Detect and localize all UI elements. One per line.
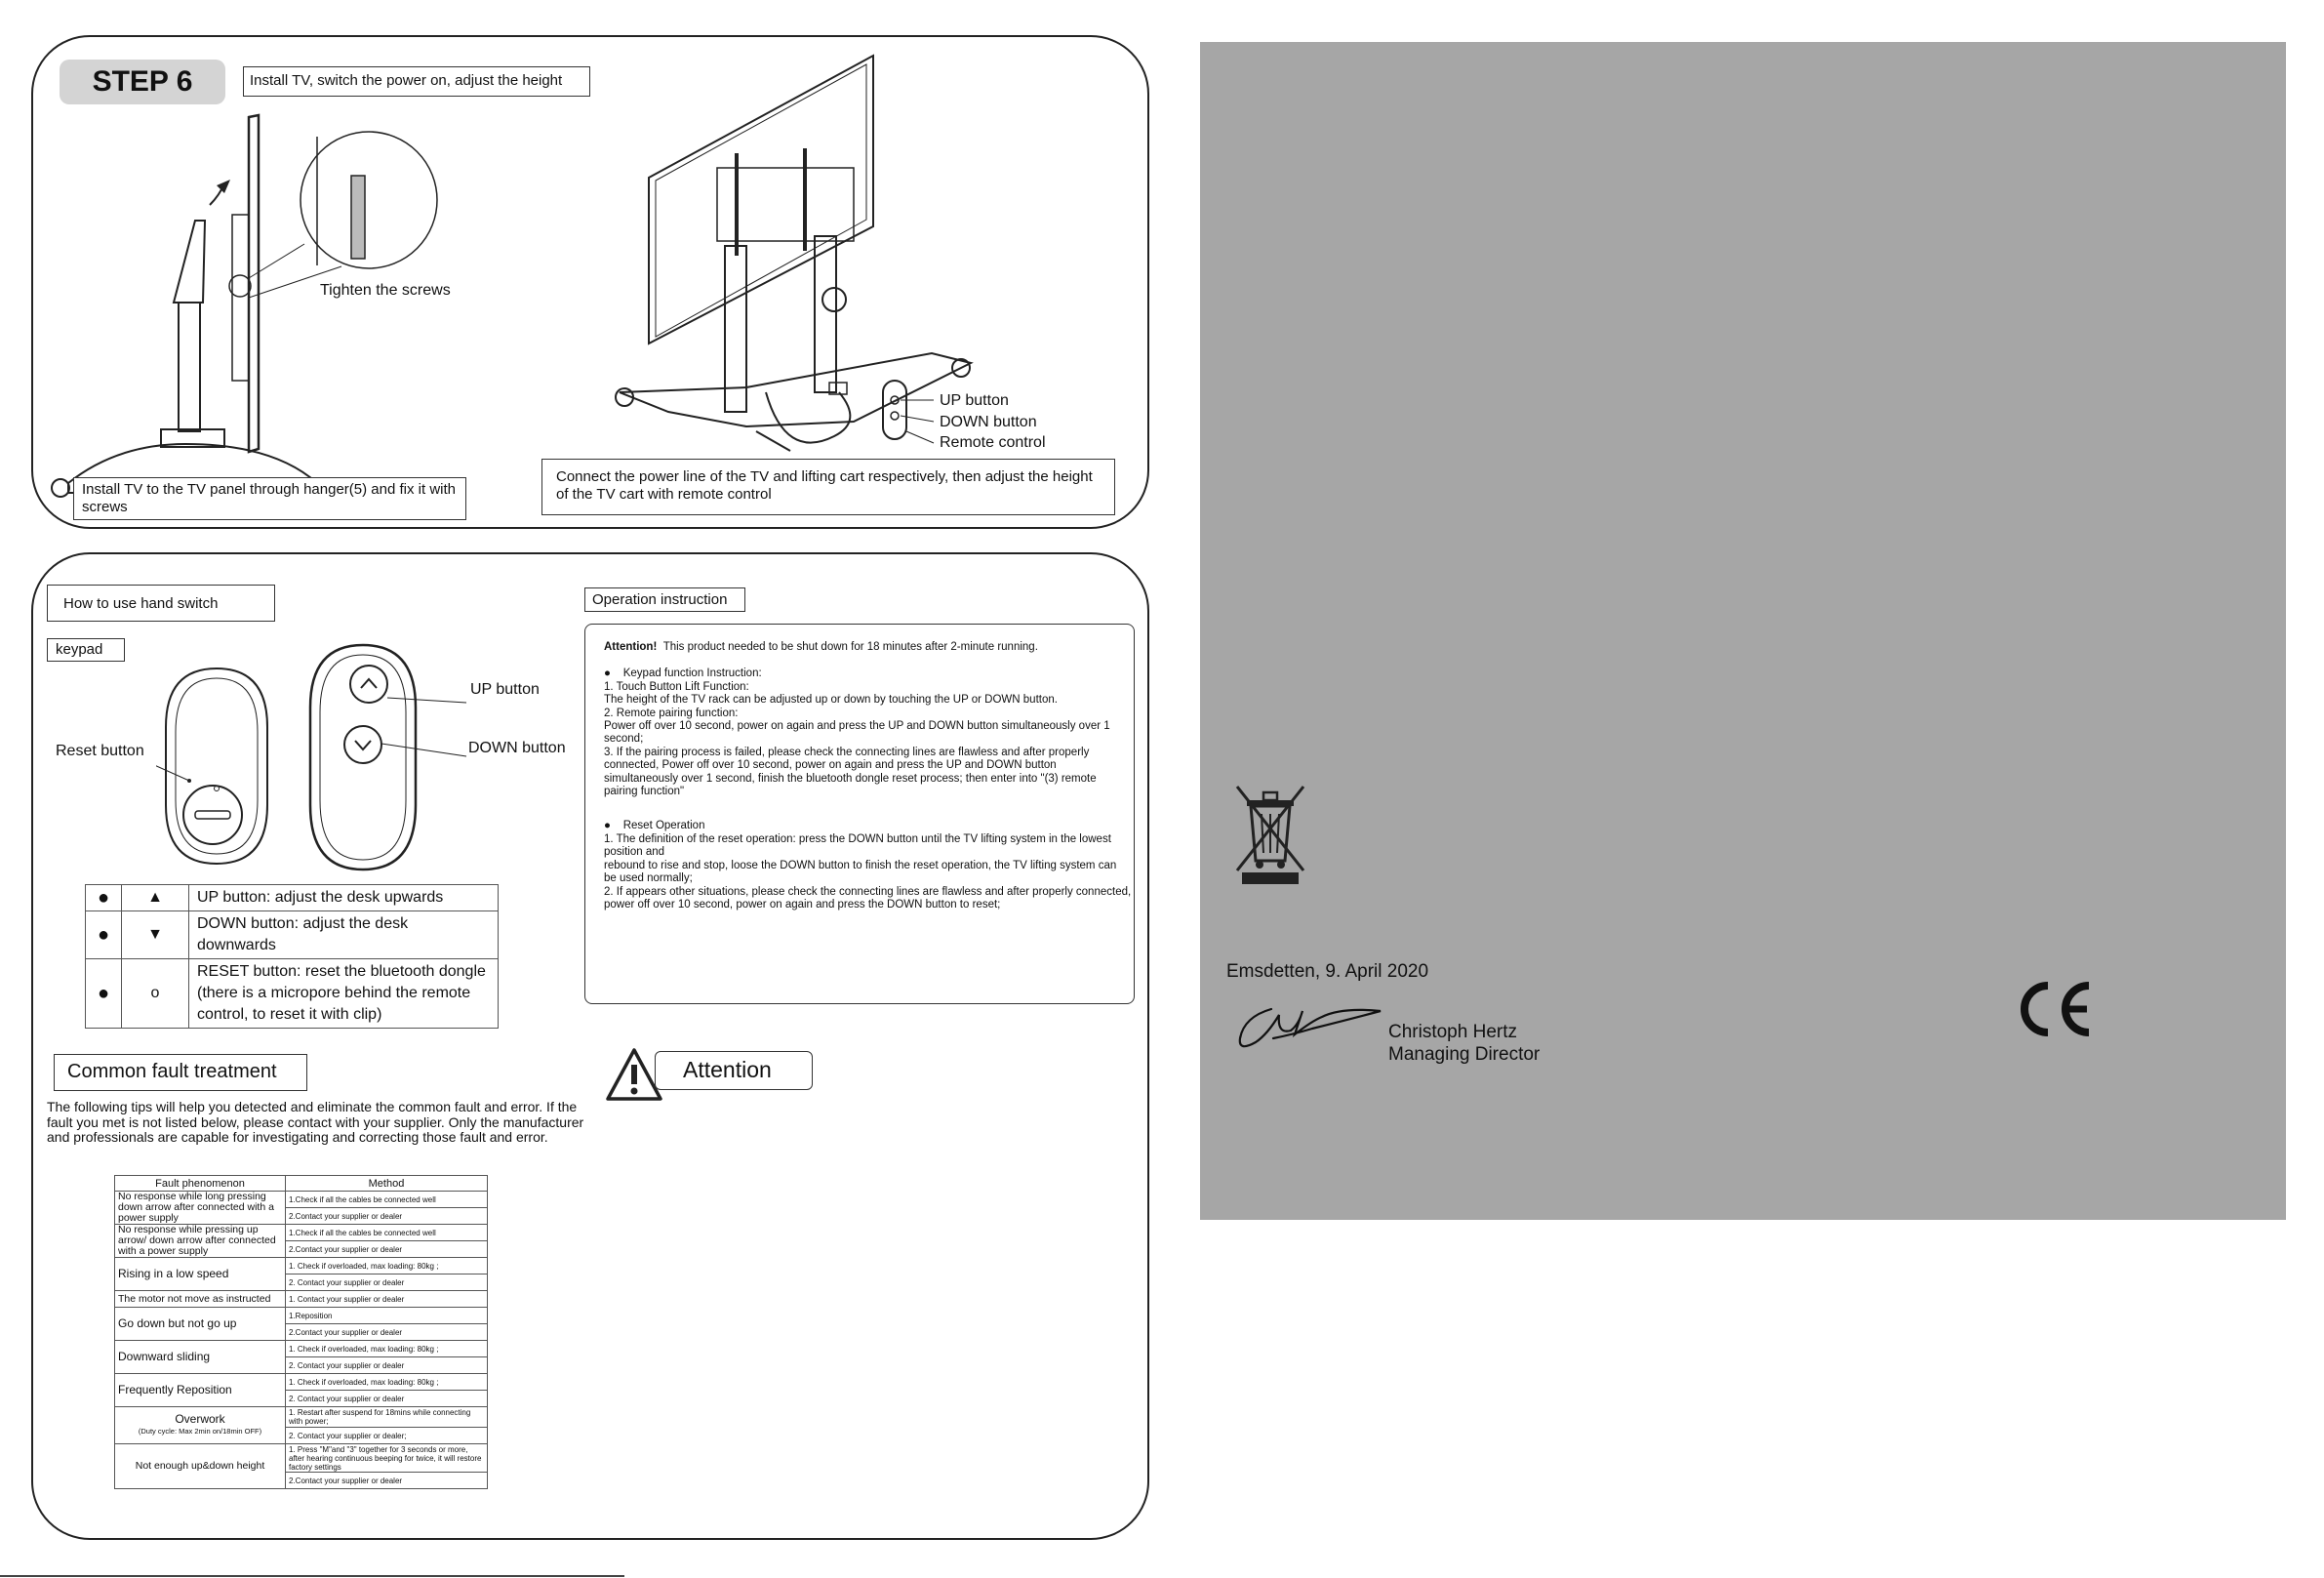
table-row: 2.Contact your supplier or dealer	[115, 1324, 488, 1341]
ce-mark-icon	[2013, 980, 2095, 1038]
attention-heading: Attention	[655, 1051, 813, 1090]
table-row: Overwork (Duty cycle: Max 2min on/18min OFF) 1. Restart after suspend for 18mins while connecting with power;	[115, 1407, 488, 1428]
table-row: Downward sliding 1. Check if overloaded, max loading: 80kg ;	[115, 1341, 488, 1357]
table-row: 2. Contact your supplier or dealer	[115, 1391, 488, 1407]
table-row: Frequently Reposition 1. Check if overloaded, max loading: 80kg ;	[115, 1374, 488, 1391]
step-badge: STEP 6	[60, 60, 225, 104]
k3: 3. If the pairing process is failed, please check the connecting lines are flawless and after properly connected, Power off over 10 second, power on again and press the UP and DOWN button simultaneously over 1 second, finish the bluetooth dongle reset process; then enter into "(3) remote pairing function"	[604, 746, 1097, 798]
hand-switch-title: How to use hand switch	[47, 585, 275, 622]
k2-text: Power off over 10 second, power on again and press the UP and DOWN button simultaneously over 1 second;	[604, 720, 1110, 746]
down-triangle-icon: ▼	[122, 911, 189, 959]
bullet-icon: ●	[86, 885, 122, 911]
attention-bold: Attention!	[604, 641, 658, 653]
table-row: 2.Contact your supplier or dealer	[115, 1241, 488, 1258]
r1: 1. The definition of the reset operation: press the DOWN button until the TV lifting system in the lowest position and	[604, 832, 1111, 859]
install-note: Install TV to the TV panel through hanger(5) and fix it with screws	[73, 477, 466, 520]
col-method: Method	[286, 1176, 488, 1192]
connect-note: Connect the power line of the TV and lifting cart respectively, then adjust the height of the TV cart with remote control	[541, 459, 1115, 515]
footer-rule	[0, 1575, 624, 1577]
table-row: The motor not move as instructed 1. Contact your supplier or dealer	[115, 1291, 488, 1308]
r1b: rebound to rise and stop, loose the DOWN button to finish the reset operation, the TV lifting system can be used normally;	[604, 859, 1117, 885]
table-row: No response while pressing up arrow/ down arrow after connected with a power supply 1.Check if all the cables be connected well	[115, 1225, 488, 1241]
attention-text: This product needed to be shut down for 18 minutes after 2-minute running.	[662, 641, 1038, 653]
table-row: 2. Contact your supplier or dealer	[115, 1357, 488, 1374]
table-row: 2.Contact your supplier or dealer	[115, 1208, 488, 1225]
table-row: 2. Contact your supplier or dealer;	[115, 1428, 488, 1444]
r2: 2. If appears other situations, please check the connecting lines are flawless and after properly connected, power off over 10 second, power on again and press the DOWN button to reset;	[604, 885, 1132, 910]
cart-down-label: DOWN button	[940, 414, 1037, 430]
k1-text: The height of the TV rack can be adjusted up or down by touching the UP or DOWN button.	[604, 694, 1058, 707]
cart-up-label: UP button	[940, 392, 1009, 409]
cart-remote-label: Remote control	[940, 434, 1046, 451]
bullet-icon: ●	[604, 668, 611, 680]
table-row: 2. Contact your supplier or dealer	[115, 1275, 488, 1291]
reset-button-label: Reset button	[56, 743, 144, 759]
k1: 1. Touch Button Lift Function:	[604, 680, 749, 693]
up-button-label: UP button	[470, 681, 540, 698]
operation-text	[604, 641, 1132, 911]
keypad-table	[85, 884, 499, 1029]
table-row: Rising in a low speed 1. Check if overloaded, max loading: 80kg ;	[115, 1258, 488, 1275]
bullet-icon: ●	[86, 959, 122, 1029]
up-triangle-icon: ▲	[122, 885, 189, 911]
tighten-screws-label: Tighten the screws	[320, 282, 451, 299]
col-phenomenon: Fault phenomenon	[115, 1176, 286, 1192]
keypad-head: Keypad function Instruction:	[622, 668, 762, 680]
keypad-label: keypad	[47, 638, 125, 662]
signature	[1234, 995, 1410, 1064]
keypad-row-text: RESET button: reset the bluetooth dongle (there is a micropore behind the remote control, to reset it with clip)	[189, 959, 499, 1029]
hand-switch-illustration	[156, 639, 468, 883]
keypad-row-reset	[86, 959, 499, 1029]
fault-title: Common fault treatment	[54, 1054, 307, 1091]
step-title: Install TV, switch the power on, adjust the height	[243, 66, 590, 97]
reset-head: Reset Operation	[622, 820, 705, 832]
reset-circle-icon: o	[122, 959, 189, 1029]
signer-name: Christoph Hertz	[1388, 1022, 1517, 1042]
tv-install-illustration	[49, 107, 478, 517]
bullet-icon: ●	[86, 911, 122, 959]
k2: 2. Remote pairing function:	[604, 707, 739, 719]
table-row: Go down but not go up 1.Reposition	[115, 1308, 488, 1324]
keypad-row-up	[86, 885, 499, 911]
weee-bin-icon	[1231, 785, 1309, 886]
table-row: Not enough up&down height 1. Press "M"and "3" together for 3 seconds or more, after hearing continuous beeping for twice, it will restore factory settings	[115, 1444, 488, 1473]
place-date: Emsdetten, 9. April 2020	[1226, 961, 1429, 982]
table-row: 2.Contact your supplier or dealer	[115, 1473, 488, 1489]
signer-role: Managing Director	[1388, 1044, 1541, 1065]
bullet-icon: ●	[604, 820, 611, 832]
operation-title: Operation instruction	[584, 587, 745, 612]
down-button-label: DOWN button	[468, 740, 566, 756]
table-row: No response while long pressing down arrow after connected with a power supply 1.Check if all the cables be connected well	[115, 1192, 488, 1208]
keypad-row-text: UP button: adjust the desk upwards	[189, 885, 499, 911]
fault-table	[114, 1175, 488, 1489]
fault-intro: The following tips will help you detected and eliminate the common fault and error. If the fault you met is not listed below, please contact with your supplier. Only the manufacturer and professionals are capable for investigating and correcting those fault and error.	[47, 1099, 584, 1145]
keypad-row-text: DOWN button: adjust the desk downwards	[189, 911, 499, 959]
keypad-row-down	[86, 911, 499, 959]
